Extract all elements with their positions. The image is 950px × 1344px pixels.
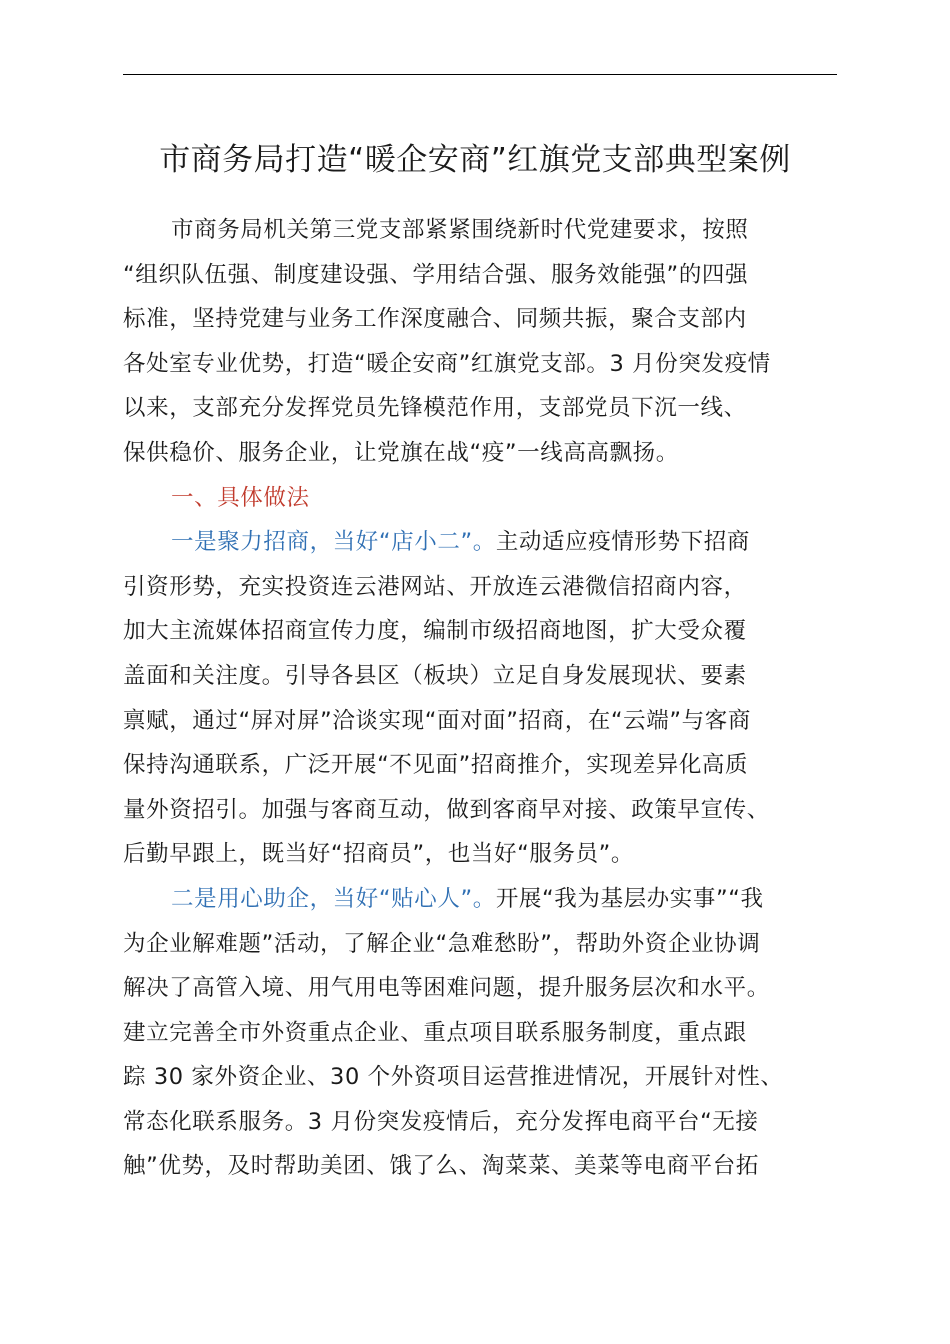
intro-paragraph xyxy=(123,208,853,476)
item2-line: 触”优势，及时帮助美团、饿了么、淘菜菜、美菜等电商平台拓 xyxy=(123,1153,759,1180)
item2-paragraph xyxy=(123,877,853,1189)
document-title: 市商务局打造“暖企安商”红旗党支部典型案例 xyxy=(159,142,791,178)
item2-line: 踪 30 家外资企业、30 个外资项目运营推进情况，开展针对性、 xyxy=(123,1064,784,1091)
item1-line: 量外资招引。加强与客商互动，做到客商早对接、政策早宣传、 xyxy=(123,796,770,823)
item2-first-line-text: 开展“我为基层办实事”“我 xyxy=(495,885,764,912)
item1-first-line-text: 主动适应疫情形势下招商 xyxy=(495,529,750,556)
item1-paragraph xyxy=(123,520,853,877)
item2-line: 常态化联系服务。3 月份突发疫情后，充分发挥电商平台“无接 xyxy=(123,1108,759,1135)
item1-lead: 一是聚力招商，当好“店小二”。 xyxy=(171,529,496,556)
item2-line: 建立完善全市外资重点企业、重点项目联系服务制度，重点跟 xyxy=(123,1019,747,1046)
section-heading: 一、具体做法 xyxy=(171,484,310,511)
item1-first-line xyxy=(123,520,853,565)
item2-first-line xyxy=(123,877,853,922)
intro-line: “组织队伍强、制度建设强、学用结合强、服务效能强”的四强 xyxy=(123,261,749,288)
intro-line: 市商务局机关第三党支部紧紧围绕新时代党建要求，按照 xyxy=(171,217,749,243)
item1-line: 后勤早跟上，既当好“招商员”，也当好“服务员”。 xyxy=(123,841,635,868)
intro-line: 保供稳价、服务企业，让党旗在战“疫”一线高高飘扬。 xyxy=(123,439,679,466)
item2-line: 为企业解难题”活动，了解企业“急难愁盼”，帮助外资企业协调 xyxy=(123,930,761,957)
item1-line: 禀赋，通过“屏对屏”洽谈实现“面对面”招商，在“云端”与客商 xyxy=(123,707,751,734)
intro-line: 各处室专业优势，打造“暖企安商”红旗党支部。3 月份突发疫情 xyxy=(123,350,771,377)
item2-lead: 二是用心助企，当好“贴心人”。 xyxy=(171,885,496,912)
item1-line: 加大主流媒体招商宣传力度，编制市级招商地图，扩大受众覆 xyxy=(123,618,747,645)
item1-line: 引资形势，充实投资连云港网站、开放连云港微信招商内容， xyxy=(123,573,747,600)
item1-line: 保持沟通联系，广泛开展“不见面”招商推介，实现差异化高质 xyxy=(123,752,749,779)
header-rule xyxy=(123,74,837,75)
item1-line: 盖面和关注度。引导各县区（板块）立足自身发展现状、要素 xyxy=(123,662,747,689)
document-body xyxy=(123,208,853,1189)
section-heading-block xyxy=(123,476,853,521)
intro-line: 标准，坚持党建与业务工作深度融合、同频共振，聚合支部内 xyxy=(123,306,747,333)
intro-line: 以来，支部充分发挥党员先锋模范作用，支部党员下沉一线、 xyxy=(123,395,747,422)
item2-line: 解决了高管入境、用气用电等困难问题，提升服务层次和水平。 xyxy=(123,975,770,1002)
